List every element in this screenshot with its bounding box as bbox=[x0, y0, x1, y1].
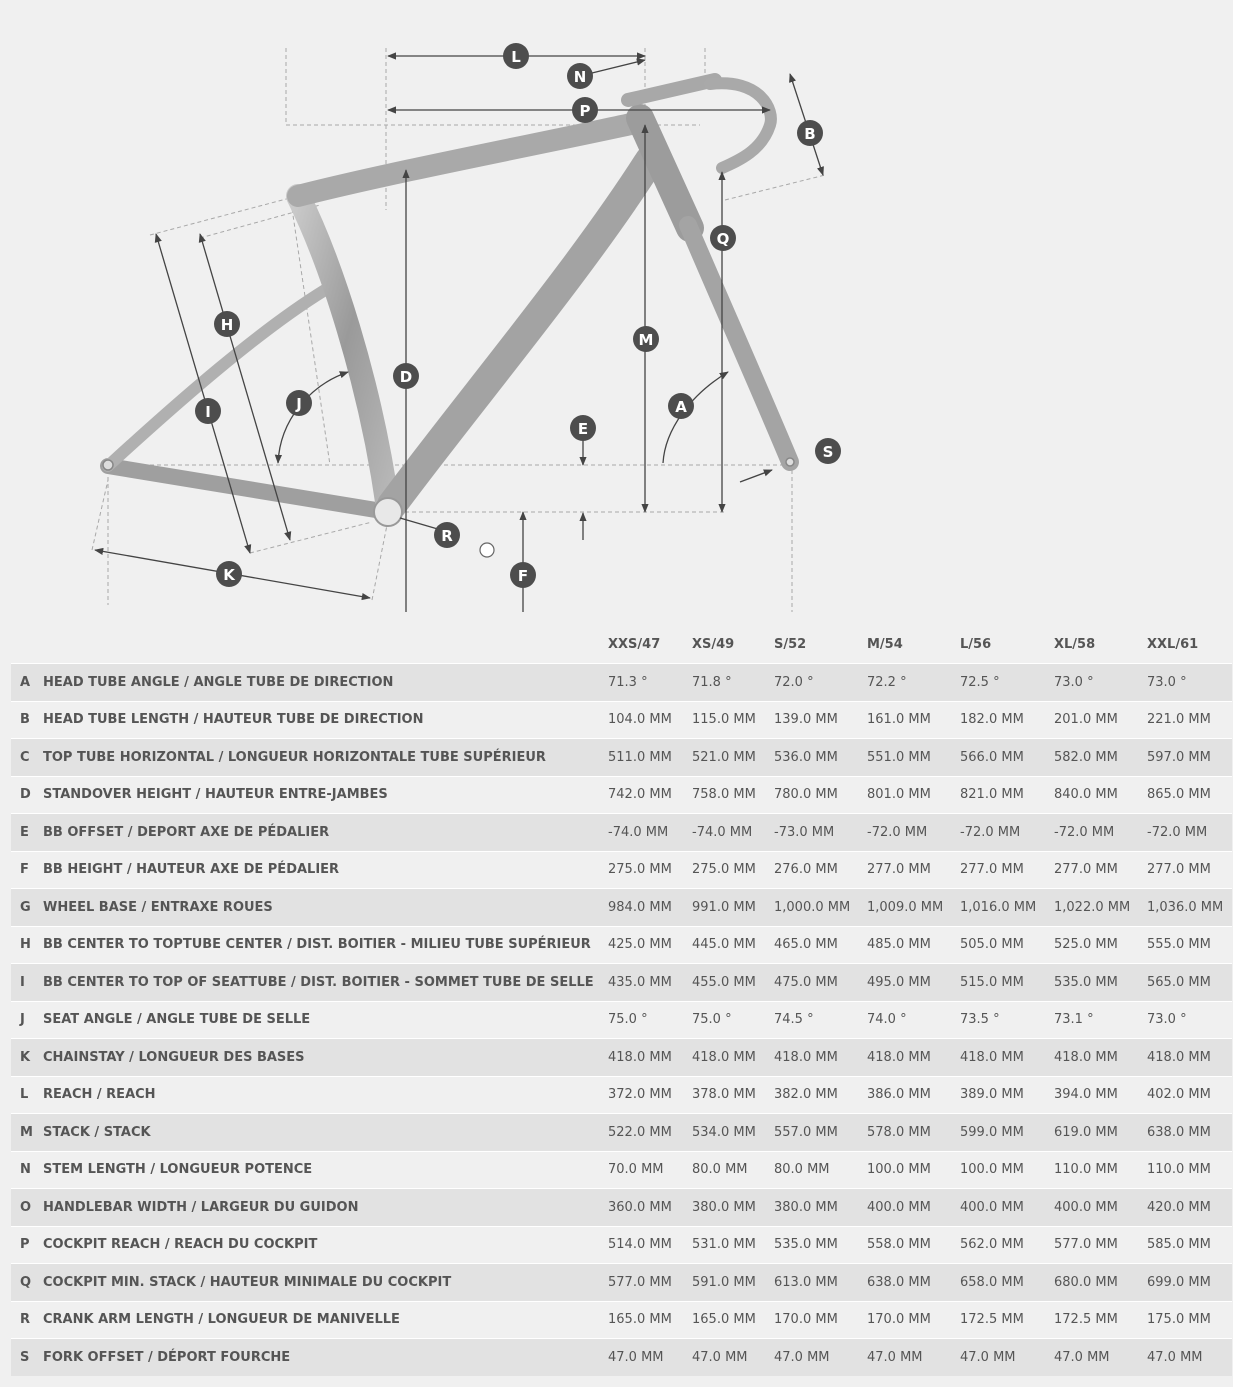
table-row bbox=[11, 701, 1232, 739]
row-value: 221.0 MM bbox=[1139, 701, 1232, 739]
svg-text:P: P bbox=[579, 102, 591, 120]
row-value: 170.0 MM bbox=[859, 1301, 952, 1339]
row-value: 566.0 MM bbox=[952, 739, 1046, 777]
row-measurement-name: BB HEIGHT / HAUTEUR AXE DE PÉDALIER bbox=[43, 851, 600, 889]
row-value: 277.0 MM bbox=[859, 851, 952, 889]
svg-text:Q: Q bbox=[716, 230, 730, 248]
row-letter: B bbox=[11, 701, 43, 739]
size-header: S/52 bbox=[766, 626, 859, 664]
row-value: 100.0 MM bbox=[952, 1151, 1046, 1189]
row-value: 73.0 ° bbox=[1139, 664, 1232, 702]
row-value: 558.0 MM bbox=[859, 1226, 952, 1264]
row-value: 511.0 MM bbox=[600, 739, 684, 777]
row-value: 400.0 MM bbox=[859, 1189, 952, 1227]
row-value: 638.0 MM bbox=[1139, 1114, 1232, 1152]
row-value: 360.0 MM bbox=[600, 1189, 684, 1227]
svg-text:J: J bbox=[296, 395, 302, 413]
row-value: 73.5 ° bbox=[952, 1001, 1046, 1039]
row-value: 555.0 MM bbox=[1139, 926, 1232, 964]
row-letter: R bbox=[11, 1301, 43, 1339]
row-value: 821.0 MM bbox=[952, 776, 1046, 814]
row-value: 378.0 MM bbox=[684, 1076, 766, 1114]
svg-text:I: I bbox=[205, 403, 211, 421]
row-value: 525.0 MM bbox=[1046, 926, 1139, 964]
row-letter: O bbox=[11, 1189, 43, 1227]
row-value: 275.0 MM bbox=[600, 851, 684, 889]
row-value: 418.0 MM bbox=[952, 1039, 1046, 1077]
label-a bbox=[668, 393, 694, 419]
row-measurement-name: BB OFFSET / DEPORT AXE DE PÉDALIER bbox=[43, 814, 600, 852]
size-header: L/56 bbox=[952, 626, 1046, 664]
label-d bbox=[393, 363, 419, 389]
label-l bbox=[503, 43, 529, 69]
row-value: 380.0 MM bbox=[766, 1189, 859, 1227]
svg-text:R: R bbox=[441, 527, 453, 545]
row-value: 75.0 ° bbox=[684, 1001, 766, 1039]
svg-text:E: E bbox=[577, 420, 589, 438]
row-value: -72.0 MM bbox=[1139, 814, 1232, 852]
dimension-lines bbox=[95, 56, 823, 612]
row-value: 75.0 ° bbox=[600, 1001, 684, 1039]
svg-text:M: M bbox=[638, 331, 654, 349]
row-letter: E bbox=[11, 814, 43, 852]
table-row bbox=[11, 889, 1232, 927]
row-value: 435.0 MM bbox=[600, 964, 684, 1002]
row-value: 400.0 MM bbox=[952, 1189, 1046, 1227]
row-value: 562.0 MM bbox=[952, 1226, 1046, 1264]
bike-frame bbox=[103, 80, 794, 526]
row-value: 557.0 MM bbox=[766, 1114, 859, 1152]
row-value: 170.0 MM bbox=[766, 1301, 859, 1339]
row-value: 276.0 MM bbox=[766, 851, 859, 889]
row-value: 104.0 MM bbox=[600, 701, 684, 739]
svg-text:H: H bbox=[220, 316, 234, 334]
row-letter: F bbox=[11, 851, 43, 889]
row-value: -72.0 MM bbox=[952, 814, 1046, 852]
row-value: 47.0 MM bbox=[1046, 1339, 1139, 1376]
row-value: 535.0 MM bbox=[766, 1226, 859, 1264]
row-value: 1,009.0 MM bbox=[859, 889, 952, 927]
row-letter: A bbox=[11, 664, 43, 702]
row-value: 47.0 MM bbox=[684, 1339, 766, 1376]
row-value: 277.0 MM bbox=[952, 851, 1046, 889]
row-value: 613.0 MM bbox=[766, 1264, 859, 1302]
row-measurement-name: STEM LENGTH / LONGUEUR POTENCE bbox=[43, 1151, 600, 1189]
row-value: -74.0 MM bbox=[684, 814, 766, 852]
row-value: 591.0 MM bbox=[684, 1264, 766, 1302]
row-measurement-name: CRANK ARM LENGTH / LONGUEUR DE MANIVELLE bbox=[43, 1301, 600, 1339]
row-value: 638.0 MM bbox=[859, 1264, 952, 1302]
row-value: 72.0 ° bbox=[766, 664, 859, 702]
row-value: 742.0 MM bbox=[600, 776, 684, 814]
row-value: 551.0 MM bbox=[859, 739, 952, 777]
label-s bbox=[815, 438, 841, 464]
label-n bbox=[567, 63, 593, 89]
row-value: 582.0 MM bbox=[1046, 739, 1139, 777]
row-value: 386.0 MM bbox=[859, 1076, 952, 1114]
size-header: XS/49 bbox=[684, 626, 766, 664]
row-value: 80.0 MM bbox=[684, 1151, 766, 1189]
svg-text:A: A bbox=[675, 398, 687, 416]
row-value: 70.0 MM bbox=[600, 1151, 684, 1189]
row-value: 521.0 MM bbox=[684, 739, 766, 777]
row-value: 418.0 MM bbox=[600, 1039, 684, 1077]
size-header: XXL/61 bbox=[1139, 626, 1232, 664]
label-e bbox=[570, 415, 596, 441]
row-value: 71.8 ° bbox=[684, 664, 766, 702]
row-value: 100.0 MM bbox=[859, 1151, 952, 1189]
row-value: 165.0 MM bbox=[600, 1301, 684, 1339]
row-value: 80.0 MM bbox=[766, 1151, 859, 1189]
row-letter: M bbox=[11, 1114, 43, 1152]
table-row bbox=[11, 1151, 1232, 1189]
row-value: 182.0 MM bbox=[952, 701, 1046, 739]
label-q bbox=[710, 225, 736, 251]
row-value: 577.0 MM bbox=[600, 1264, 684, 1302]
table-row bbox=[11, 814, 1232, 852]
table-row bbox=[11, 1339, 1232, 1376]
row-value: 394.0 MM bbox=[1046, 1076, 1139, 1114]
row-value: 110.0 MM bbox=[1139, 1151, 1232, 1189]
guide-lines bbox=[92, 48, 825, 612]
table-row bbox=[11, 926, 1232, 964]
row-value: 201.0 MM bbox=[1046, 701, 1139, 739]
row-value: 47.0 MM bbox=[766, 1339, 859, 1376]
row-value: 1,000.0 MM bbox=[766, 889, 859, 927]
row-value: 71.3 ° bbox=[600, 664, 684, 702]
row-value: 382.0 MM bbox=[766, 1076, 859, 1114]
table-row bbox=[11, 1301, 1232, 1339]
row-value: 599.0 MM bbox=[952, 1114, 1046, 1152]
table-row bbox=[11, 1114, 1232, 1152]
table-row bbox=[11, 1264, 1232, 1302]
row-value: 73.0 ° bbox=[1046, 664, 1139, 702]
row-value: 402.0 MM bbox=[1139, 1076, 1232, 1114]
row-letter: G bbox=[11, 889, 43, 927]
row-value: 801.0 MM bbox=[859, 776, 952, 814]
row-value: 515.0 MM bbox=[952, 964, 1046, 1002]
row-measurement-name: TOP TUBE HORIZONTAL / LONGUEUR HORIZONTALE TUBE SUPÉRIEUR bbox=[43, 739, 600, 777]
row-value: 578.0 MM bbox=[859, 1114, 952, 1152]
row-value: -73.0 MM bbox=[766, 814, 859, 852]
svg-text:F: F bbox=[517, 567, 529, 585]
row-value: 139.0 MM bbox=[766, 701, 859, 739]
row-value: 277.0 MM bbox=[1046, 851, 1139, 889]
row-value: 522.0 MM bbox=[600, 1114, 684, 1152]
row-value: 758.0 MM bbox=[684, 776, 766, 814]
svg-text:D: D bbox=[399, 368, 413, 386]
row-value: 47.0 MM bbox=[859, 1339, 952, 1376]
row-value: 780.0 MM bbox=[766, 776, 859, 814]
table-row bbox=[11, 851, 1232, 889]
row-value: 74.5 ° bbox=[766, 1001, 859, 1039]
row-value: 418.0 MM bbox=[1046, 1039, 1139, 1077]
table-row bbox=[11, 1076, 1232, 1114]
row-value: 418.0 MM bbox=[684, 1039, 766, 1077]
geometry-table bbox=[11, 626, 1232, 1376]
table-row bbox=[11, 776, 1232, 814]
row-value: 74.0 ° bbox=[859, 1001, 952, 1039]
svg-text:B: B bbox=[804, 125, 816, 143]
row-value: -74.0 MM bbox=[600, 814, 684, 852]
row-measurement-name: HANDLEBAR WIDTH / LARGEUR DU GUIDON bbox=[43, 1189, 600, 1227]
label-r bbox=[434, 522, 460, 548]
row-value: 175.0 MM bbox=[1139, 1301, 1232, 1339]
svg-text:K: K bbox=[223, 566, 235, 584]
row-measurement-name: HEAD TUBE LENGTH / HAUTEUR TUBE DE DIRECTION bbox=[43, 701, 600, 739]
table-row bbox=[11, 739, 1232, 777]
row-measurement-name: COCKPIT REACH / REACH DU COCKPIT bbox=[43, 1226, 600, 1264]
row-value: 1,022.0 MM bbox=[1046, 889, 1139, 927]
row-value: 110.0 MM bbox=[1046, 1151, 1139, 1189]
row-letter: H bbox=[11, 926, 43, 964]
row-value: 597.0 MM bbox=[1139, 739, 1232, 777]
row-measurement-name: STANDOVER HEIGHT / HAUTEUR ENTRE-JAMBES bbox=[43, 776, 600, 814]
row-value: 73.0 ° bbox=[1139, 1001, 1232, 1039]
label-p bbox=[572, 97, 598, 123]
row-value: 577.0 MM bbox=[1046, 1226, 1139, 1264]
table-row bbox=[11, 1189, 1232, 1227]
row-value: 485.0 MM bbox=[859, 926, 952, 964]
frame-geometry-diagram bbox=[0, 0, 1233, 620]
row-value: 534.0 MM bbox=[684, 1114, 766, 1152]
row-value: 495.0 MM bbox=[859, 964, 952, 1002]
row-value: 445.0 MM bbox=[684, 926, 766, 964]
label-k bbox=[216, 561, 242, 587]
size-header: XL/58 bbox=[1046, 626, 1139, 664]
row-measurement-name: WHEEL BASE / ENTRAXE ROUES bbox=[43, 889, 600, 927]
row-value: 465.0 MM bbox=[766, 926, 859, 964]
row-letter: Q bbox=[11, 1264, 43, 1302]
row-value: 680.0 MM bbox=[1046, 1264, 1139, 1302]
table-row bbox=[11, 1226, 1232, 1264]
label-h bbox=[214, 311, 240, 337]
row-value: 47.0 MM bbox=[952, 1339, 1046, 1376]
row-value: 531.0 MM bbox=[684, 1226, 766, 1264]
label-b bbox=[797, 120, 823, 146]
row-value: 505.0 MM bbox=[952, 926, 1046, 964]
row-value: 865.0 MM bbox=[1139, 776, 1232, 814]
row-value: 475.0 MM bbox=[766, 964, 859, 1002]
row-value: 425.0 MM bbox=[600, 926, 684, 964]
svg-text:S: S bbox=[822, 443, 834, 461]
label-i bbox=[195, 398, 221, 424]
row-value: 418.0 MM bbox=[859, 1039, 952, 1077]
row-letter: J bbox=[11, 1001, 43, 1039]
row-value: 165.0 MM bbox=[684, 1301, 766, 1339]
row-letter: L bbox=[11, 1076, 43, 1114]
table-row bbox=[11, 964, 1232, 1002]
row-letter: C bbox=[11, 739, 43, 777]
row-value: 585.0 MM bbox=[1139, 1226, 1232, 1264]
row-value: 418.0 MM bbox=[766, 1039, 859, 1077]
row-value: 172.5 MM bbox=[952, 1301, 1046, 1339]
row-value: 619.0 MM bbox=[1046, 1114, 1139, 1152]
row-value: 115.0 MM bbox=[684, 701, 766, 739]
size-header: XXS/47 bbox=[600, 626, 684, 664]
row-value: 536.0 MM bbox=[766, 739, 859, 777]
row-value: 565.0 MM bbox=[1139, 964, 1232, 1002]
row-measurement-name: REACH / REACH bbox=[43, 1076, 600, 1114]
row-letter: P bbox=[11, 1226, 43, 1264]
row-value: -72.0 MM bbox=[1046, 814, 1139, 852]
row-measurement-name: SEAT ANGLE / ANGLE TUBE DE SELLE bbox=[43, 1001, 600, 1039]
table-row bbox=[11, 664, 1232, 702]
row-measurement-name: FORK OFFSET / DÉPORT FOURCHE bbox=[43, 1339, 600, 1376]
row-value: 72.5 ° bbox=[952, 664, 1046, 702]
row-value: 840.0 MM bbox=[1046, 776, 1139, 814]
row-value: 277.0 MM bbox=[1139, 851, 1232, 889]
row-measurement-name: HEAD TUBE ANGLE / ANGLE TUBE DE DIRECTION bbox=[43, 664, 600, 702]
row-value: 420.0 MM bbox=[1139, 1189, 1232, 1227]
crank-marker-icon bbox=[480, 543, 494, 557]
row-value: 47.0 MM bbox=[600, 1339, 684, 1376]
row-value: 275.0 MM bbox=[684, 851, 766, 889]
label-m bbox=[633, 326, 659, 352]
row-value: 455.0 MM bbox=[684, 964, 766, 1002]
svg-text:N: N bbox=[573, 68, 587, 86]
row-letter: D bbox=[11, 776, 43, 814]
row-measurement-name: COCKPIT MIN. STACK / HAUTEUR MINIMALE DU COCKPIT bbox=[43, 1264, 600, 1302]
label-f bbox=[510, 562, 536, 588]
table-row bbox=[11, 1039, 1232, 1077]
row-value: 535.0 MM bbox=[1046, 964, 1139, 1002]
row-measurement-name: CHAINSTAY / LONGUEUR DES BASES bbox=[43, 1039, 600, 1077]
row-value: 1,036.0 MM bbox=[1139, 889, 1232, 927]
row-value: 418.0 MM bbox=[1139, 1039, 1232, 1077]
row-value: 372.0 MM bbox=[600, 1076, 684, 1114]
row-value: 161.0 MM bbox=[859, 701, 952, 739]
row-value: 400.0 MM bbox=[1046, 1189, 1139, 1227]
row-value: -72.0 MM bbox=[859, 814, 952, 852]
size-header: M/54 bbox=[859, 626, 952, 664]
row-measurement-name: BB CENTER TO TOPTUBE CENTER / DIST. BOITIER - MILIEU TUBE SUPÉRIEUR bbox=[43, 926, 600, 964]
row-value: 47.0 MM bbox=[1139, 1339, 1232, 1376]
row-value: 72.2 ° bbox=[859, 664, 952, 702]
row-letter: I bbox=[11, 964, 43, 1002]
row-measurement-name: STACK / STACK bbox=[43, 1114, 600, 1152]
row-letter: S bbox=[11, 1339, 43, 1376]
row-value: 1,016.0 MM bbox=[952, 889, 1046, 927]
row-value: 991.0 MM bbox=[684, 889, 766, 927]
row-value: 73.1 ° bbox=[1046, 1001, 1139, 1039]
row-value: 699.0 MM bbox=[1139, 1264, 1232, 1302]
row-value: 514.0 MM bbox=[600, 1226, 684, 1264]
row-value: 389.0 MM bbox=[952, 1076, 1046, 1114]
row-value: 658.0 MM bbox=[952, 1264, 1046, 1302]
row-measurement-name: BB CENTER TO TOP OF SEATTUBE / DIST. BOITIER - SOMMET TUBE DE SELLE bbox=[43, 964, 600, 1002]
size-header-row bbox=[11, 626, 1232, 664]
label-j bbox=[286, 390, 312, 416]
row-value: 172.5 MM bbox=[1046, 1301, 1139, 1339]
row-value: 380.0 MM bbox=[684, 1189, 766, 1227]
svg-text:L: L bbox=[511, 48, 521, 66]
row-letter: N bbox=[11, 1151, 43, 1189]
table-row bbox=[11, 1001, 1232, 1039]
row-letter: K bbox=[11, 1039, 43, 1077]
row-value: 984.0 MM bbox=[600, 889, 684, 927]
